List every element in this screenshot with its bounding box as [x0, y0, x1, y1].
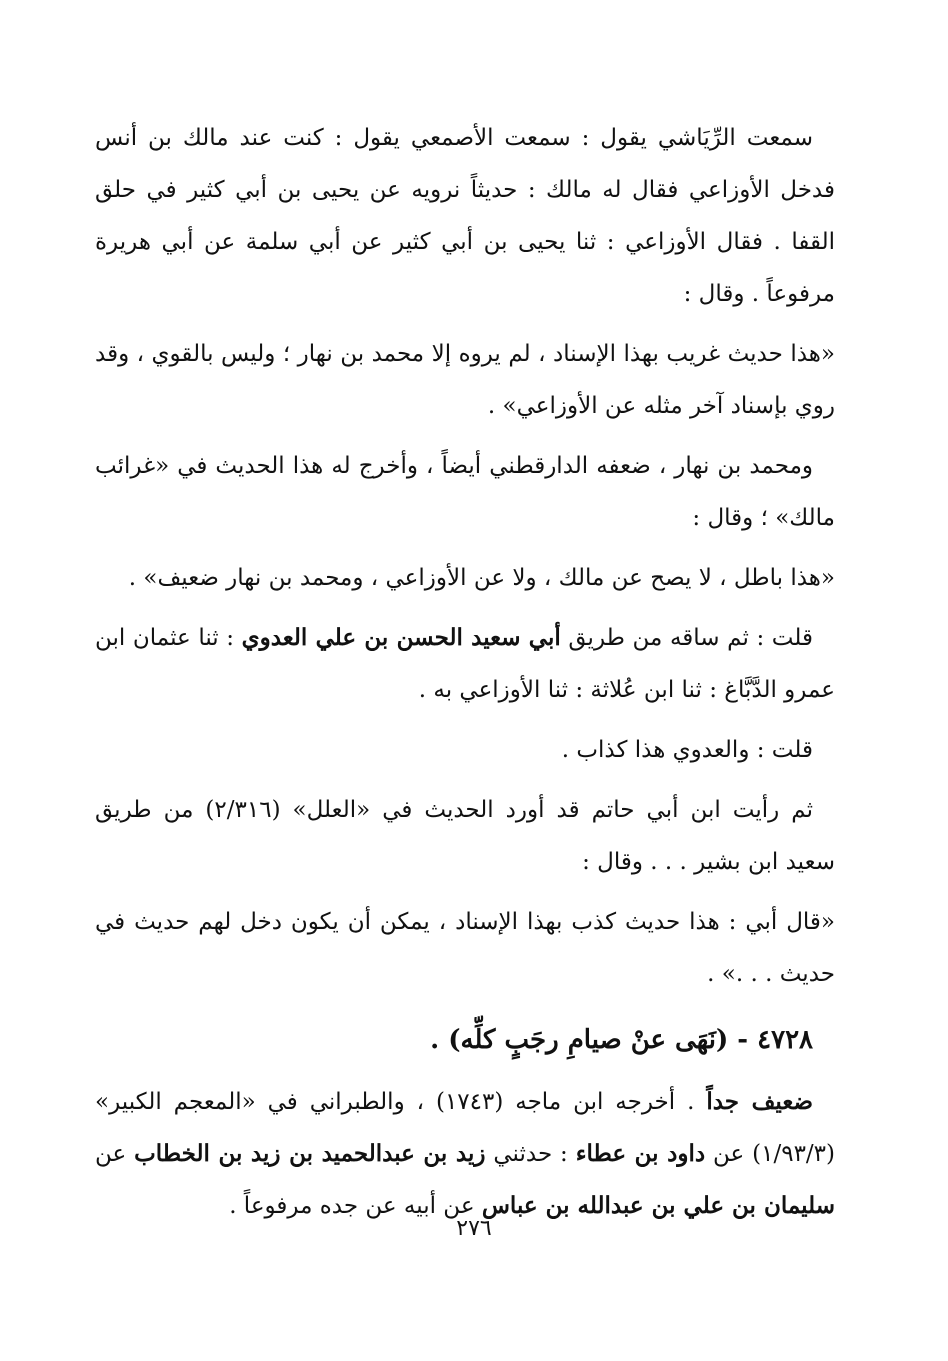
quote-3: «قال أبي : هذا حديث كذب بهذا الإسناد ، يمكن أن يكون دخل لهم حديث في حديث . . .» .: [95, 909, 835, 987]
quote-2: «هذا باطل ، لا يصح عن مالك ، ولا عن الأوزاعي ، ومحمد بن نهار ضعيف» .: [128, 565, 835, 591]
paragraph-2: ومحمد بن نهار ، ضعفه الدارقطني أيضاً ، وأخرج له هذا الحديث في «غرائب مالك» ؛ وقال :: [95, 453, 835, 531]
text-span: قلت : ثم ساقه من طريق: [560, 625, 813, 651]
text-span: . أخرجه ابن ماجه (١٧٤٣) ، والطبراني في «المعجم الكبير» (١/٩٣/٣) عن: [95, 1089, 836, 1167]
page-body: [95, 112, 835, 1240]
text-span: عن أبيه عن جده مرفوعاً .: [229, 1193, 482, 1219]
paragraph-3: [95, 612, 835, 716]
quote-1: «هذا حديث غريب بهذا الإسناد ، لم يروه إلا محمد بن نهار ؛ وليس بالقوي ، وقد روي بإسناد آخر مثله عن الأوزاعي» .: [95, 341, 835, 419]
narrator-name: سليمان بن علي بن عبدالله بن عباس: [481, 1192, 835, 1219]
page-number: ٢٧٦: [456, 1216, 492, 1241]
paragraph-1: سمعت الرِّيَاشي يقول : سمعت الأصمعي يقول : كنت عند مالك بن أنس فدخل الأوزاعي فقال له مالك : حديثاً نرويه عن يحيى بن أبي كثير في حلق القفا . فقال الأوزاعي : ثنا يحيى بن أبي كثير عن أبي سلمة عن أبي هريرة مرفوعاً . وقال :: [95, 125, 835, 307]
hadith-commentary: [95, 1076, 835, 1232]
text-span: عن: [95, 1141, 135, 1167]
paragraph-4: قلت : والعدوي هذا كذاب .: [561, 737, 813, 763]
text-span: : حدثني: [485, 1141, 576, 1167]
narrator-name: داود بن عطاء: [575, 1140, 706, 1167]
hadith-grade: ضعيف جداً: [706, 1088, 813, 1115]
hadith-heading: ٤٧٢٨ - (نَهَى عنْ صيامِ رجَبٍ كلِّه) .: [430, 1025, 813, 1055]
narrator-name: أبي سعيد الحسن بن علي العدوي: [241, 624, 561, 651]
narrator-name: زيد بن عبدالحميد بن زيد بن الخطاب: [134, 1140, 486, 1167]
text-span: : ثنا عثمان ابن عمرو الدَّبَّاغ : ثنا ابن عُلاثة : ثنا الأوزاعي به .: [95, 625, 835, 703]
paragraph-5: ثم رأيت ابن أبي حاتم قد أورد الحديث في «العلل» (٢/٣١٦) من طريق سعيد ابن بشير . . . وقال :: [95, 797, 835, 875]
